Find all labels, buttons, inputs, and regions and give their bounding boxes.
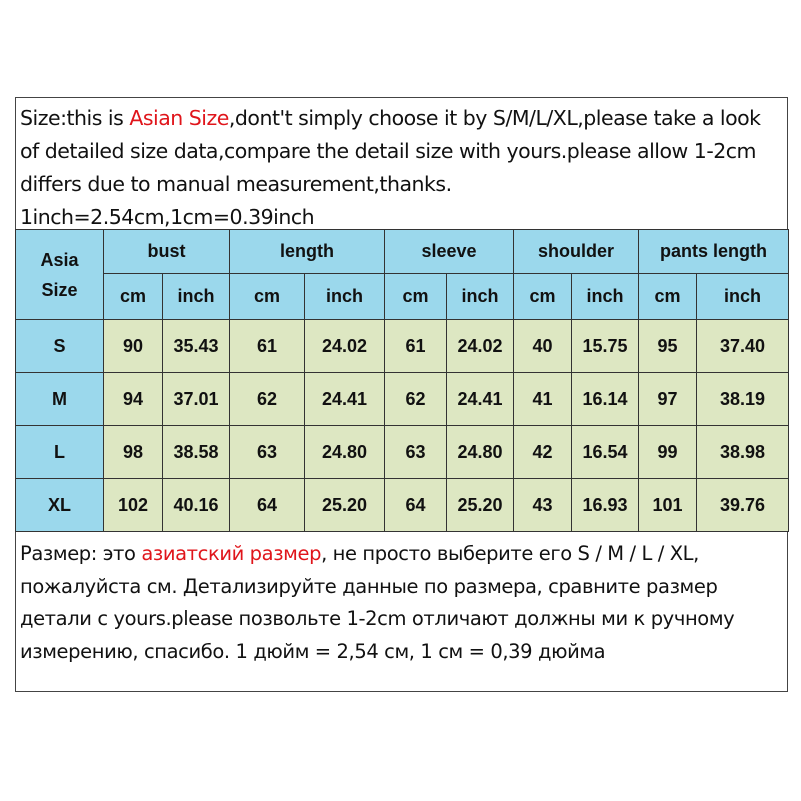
table-row bbox=[16, 320, 789, 373]
size-label: M bbox=[16, 373, 104, 426]
table-row bbox=[16, 479, 789, 532]
table-cell: 24.41 bbox=[447, 373, 514, 426]
table-cell: 90 bbox=[104, 320, 163, 373]
table-row bbox=[16, 373, 789, 426]
table-cell: 37.40 bbox=[697, 320, 789, 373]
russian-notice bbox=[16, 538, 787, 668]
group-header-sleeve: sleeve bbox=[385, 230, 514, 274]
table-cell: 39.76 bbox=[697, 479, 789, 532]
table-cell: 94 bbox=[104, 373, 163, 426]
table-cell: 101 bbox=[639, 479, 697, 532]
notice-body: ,dont't simply choose it by S/M/L/XL,please take a look of detailed size data,compare the detail size with yours.please allow 1-2cm differs due to manual measurement,thanks. bbox=[20, 106, 761, 196]
table-cell: 64 bbox=[230, 479, 305, 532]
size-chart bbox=[15, 97, 788, 692]
size-label: S bbox=[16, 320, 104, 373]
table-cell: 37.01 bbox=[163, 373, 230, 426]
unit-header: inch bbox=[305, 274, 385, 320]
size-table bbox=[15, 229, 789, 532]
group-header-pants-length: pants length bbox=[639, 230, 789, 274]
table-cell: 98 bbox=[104, 426, 163, 479]
unit-header: cm bbox=[104, 274, 163, 320]
table-cell: 61 bbox=[230, 320, 305, 373]
table-cell: 16.14 bbox=[572, 373, 639, 426]
table-cell: 35.43 bbox=[163, 320, 230, 373]
size-label: L bbox=[16, 426, 104, 479]
table-cell: 15.75 bbox=[572, 320, 639, 373]
table-cell: 43 bbox=[514, 479, 572, 532]
asian-size-highlight: Asian Size bbox=[129, 106, 229, 130]
unit-header: inch bbox=[447, 274, 514, 320]
table-cell: 61 bbox=[385, 320, 447, 373]
unit-header: cm bbox=[639, 274, 697, 320]
table-cell: 95 bbox=[639, 320, 697, 373]
table-cell: 63 bbox=[230, 426, 305, 479]
table-cell: 97 bbox=[639, 373, 697, 426]
footer-lead: Размер: это bbox=[20, 542, 142, 565]
table-cell: 41 bbox=[514, 373, 572, 426]
unit-header: cm bbox=[385, 274, 447, 320]
header-row-groups bbox=[16, 230, 789, 274]
table-cell: 16.54 bbox=[572, 426, 639, 479]
asia-size-header: Asia Size bbox=[16, 230, 104, 320]
table-cell: 25.20 bbox=[305, 479, 385, 532]
table-cell: 63 bbox=[385, 426, 447, 479]
group-header-shoulder: shoulder bbox=[514, 230, 639, 274]
unit-header: cm bbox=[230, 274, 305, 320]
size-label: XL bbox=[16, 479, 104, 532]
table-row bbox=[16, 426, 789, 479]
unit-header: cm bbox=[514, 274, 572, 320]
conversion-note: 1inch=2.54cm,1cm=0.39inch bbox=[20, 205, 315, 229]
table-cell: 40.16 bbox=[163, 479, 230, 532]
unit-header: inch bbox=[697, 274, 789, 320]
table-cell: 38.98 bbox=[697, 426, 789, 479]
size-notice bbox=[16, 98, 787, 232]
table-cell: 24.02 bbox=[305, 320, 385, 373]
table-cell: 99 bbox=[639, 426, 697, 479]
table-cell: 62 bbox=[230, 373, 305, 426]
table-cell: 24.80 bbox=[447, 426, 514, 479]
table-cell: 24.80 bbox=[305, 426, 385, 479]
unit-header: inch bbox=[163, 274, 230, 320]
unit-header: inch bbox=[572, 274, 639, 320]
table-cell: 25.20 bbox=[447, 479, 514, 532]
russian-highlight: азиатский размер bbox=[141, 542, 322, 565]
group-header-bust: bust bbox=[104, 230, 230, 274]
table-cell: 38.19 bbox=[697, 373, 789, 426]
table-cell: 64 bbox=[385, 479, 447, 532]
header-row-units bbox=[16, 274, 789, 320]
table-cell: 38.58 bbox=[163, 426, 230, 479]
table-cell: 24.02 bbox=[447, 320, 514, 373]
table-cell: 102 bbox=[104, 479, 163, 532]
table-cell: 24.41 bbox=[305, 373, 385, 426]
table-cell: 42 bbox=[514, 426, 572, 479]
notice-lead: Size:this is bbox=[20, 106, 130, 130]
table-cell: 62 bbox=[385, 373, 447, 426]
footer-body: , не просто выберите его S / M / L / XL, пожалуйста см. Детализируйте данные по размера, сравните размер детали с yours.please позвольте 1-2cm отличают должны ми к ручному измерению, спасибо. 1 дюйм = 2,54 см, 1 см = 0,39 дюйма bbox=[20, 542, 735, 663]
table-cell: 40 bbox=[514, 320, 572, 373]
table-cell: 16.93 bbox=[572, 479, 639, 532]
size-rows bbox=[16, 320, 789, 532]
group-header-length: length bbox=[230, 230, 385, 274]
